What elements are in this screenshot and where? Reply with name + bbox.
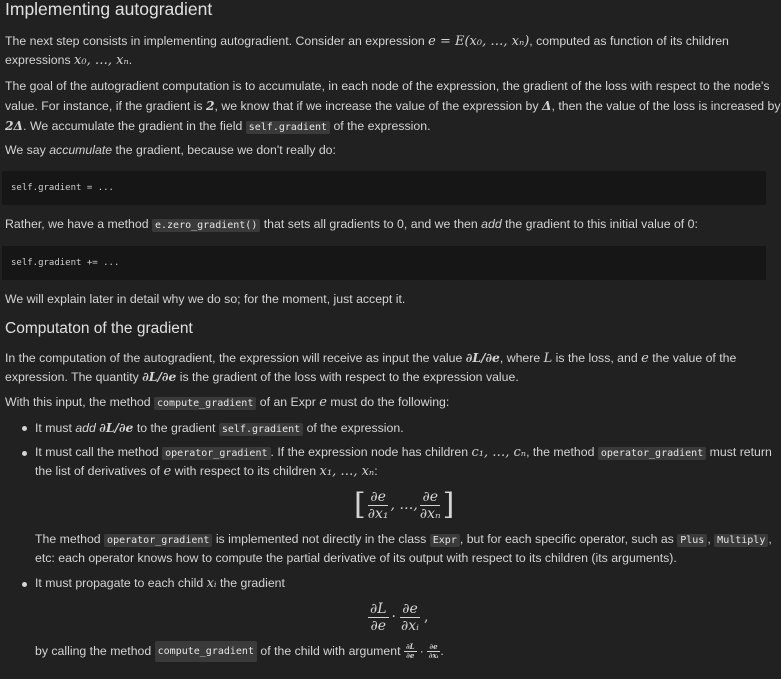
text: With this input, the method bbox=[5, 395, 151, 409]
text: expressions bbox=[5, 53, 71, 67]
math-e: e bbox=[319, 395, 327, 410]
denominator: ∂xₙ bbox=[419, 505, 441, 522]
math-2delta: 2Δ bbox=[5, 118, 24, 133]
inline-code: operator_gradient bbox=[104, 534, 212, 547]
bullet-marker bbox=[22, 582, 27, 587]
denominator: ∂e bbox=[406, 651, 415, 660]
paragraph-operator-class-line2: etc: each operator knows how to compute the partial derivative of its output with respect to its children (its arguments). bbox=[35, 551, 677, 565]
text: the gradient, because we don't really do: bbox=[115, 143, 336, 157]
math-e: e bbox=[641, 351, 649, 366]
separator: , …, bbox=[390, 497, 418, 513]
text: It must call the method bbox=[35, 445, 159, 459]
paragraph-accumulate bbox=[5, 141, 336, 160]
text: of the expression. bbox=[306, 421, 404, 435]
inline-code: Plus bbox=[677, 534, 707, 547]
math-dl-de: ∂L/∂e bbox=[99, 420, 134, 435]
inline-code: e.zero_gradient() bbox=[152, 219, 260, 232]
period: . bbox=[440, 644, 444, 658]
inline-code: compute_gradient bbox=[155, 641, 257, 662]
text: the gradient to this initial value of 0: bbox=[505, 217, 698, 231]
numerator: ∂e bbox=[429, 642, 438, 651]
paragraph-call-compute bbox=[35, 641, 444, 662]
paragraph-input-value bbox=[5, 348, 736, 368]
fraction-de-dx1 bbox=[366, 489, 391, 522]
text: The method bbox=[35, 532, 101, 546]
text: with respect to its children bbox=[174, 464, 317, 478]
text: the list of derivatives of bbox=[35, 464, 161, 478]
paragraph-operator-class bbox=[35, 530, 772, 550]
math-l: L bbox=[543, 351, 553, 366]
paragraph-goal-line3 bbox=[5, 116, 431, 137]
inline-code: compute_gradient bbox=[154, 397, 256, 410]
numerator: ∂e bbox=[422, 488, 438, 505]
emphasis: accumulate bbox=[49, 143, 113, 157]
denominator: ∂e bbox=[370, 617, 387, 634]
dot-operator: · bbox=[419, 644, 424, 658]
paragraph-goal-line2 bbox=[5, 96, 781, 116]
text: In the computation of the autogradient, the expression will receive as input the value bbox=[5, 351, 463, 365]
list-item-operator-gradient-line2 bbox=[35, 462, 378, 481]
bullet-marker bbox=[22, 426, 27, 431]
text: . bbox=[128, 53, 133, 67]
comma: , bbox=[423, 609, 429, 625]
right-bracket: ] bbox=[442, 487, 455, 522]
text: value. For instance, if the gradient is bbox=[5, 99, 203, 113]
code-block-accumulate: self.gradient += ... bbox=[2, 246, 766, 280]
math-children: c₁, …, cₙ bbox=[471, 445, 527, 460]
text: must return bbox=[709, 445, 772, 459]
text: . If the expression node has children bbox=[270, 445, 469, 459]
paragraph-input-value-line2 bbox=[5, 367, 519, 387]
math-children: x₁, …, xₙ bbox=[319, 464, 375, 479]
list-item-propagate bbox=[35, 574, 285, 593]
inline-code: Expr bbox=[430, 534, 460, 547]
text: is implemented not directly in the class bbox=[215, 532, 427, 546]
numerator: ∂e bbox=[402, 600, 418, 617]
inline-fraction-de-dxi bbox=[427, 642, 444, 660]
text: is the loss, and bbox=[555, 351, 638, 365]
paragraph-goal-line1: The goal of the autogradient computation is to accumulate, in each node of the expression, the gradient of the loss with respect to the node's bbox=[5, 79, 770, 93]
fraction-de-dxn bbox=[418, 489, 443, 522]
denominator: ∂x₁ bbox=[367, 505, 389, 522]
text: , we know that if we increase the value of the expression by bbox=[214, 99, 539, 113]
text: . We accumulate the gradient in the field bbox=[23, 119, 243, 133]
text: must do the following: bbox=[330, 395, 450, 409]
inline-fraction-dl-de bbox=[404, 643, 417, 660]
numerator: ∂L bbox=[405, 642, 415, 651]
paragraph-intro bbox=[5, 32, 729, 51]
denominator: ∂xᵢ bbox=[401, 617, 419, 634]
inline-code: self.gradient bbox=[246, 121, 330, 134]
text: , bbox=[707, 532, 711, 546]
inline-code: Multiply bbox=[714, 534, 768, 547]
text: It must bbox=[35, 421, 72, 435]
text: , then the value of the loss is increased by bbox=[551, 99, 781, 113]
math-value: 2 bbox=[205, 98, 215, 113]
code-block-assign: self.gradient = ... bbox=[2, 171, 766, 205]
chain-rule-product bbox=[368, 598, 428, 636]
page-title: Implementing autogradient bbox=[5, 0, 213, 19]
text: by calling the method bbox=[35, 644, 152, 658]
text: of an Expr bbox=[259, 395, 316, 409]
text: , but for each specific operator, such as bbox=[459, 532, 674, 546]
text: We say bbox=[5, 143, 46, 157]
text: to the gradient bbox=[136, 421, 216, 435]
dot-operator: · bbox=[391, 609, 396, 625]
text: of the child with argument bbox=[260, 644, 401, 658]
math-delta: Δ bbox=[541, 98, 552, 113]
inline-code: operator_gradient bbox=[162, 447, 270, 460]
text: It must propagate to each child bbox=[35, 576, 204, 590]
text: Rather, we have a method bbox=[5, 217, 149, 231]
text: The next step consists in implementing autogradient. Consider an expression bbox=[5, 34, 425, 48]
text: the gradient bbox=[219, 576, 285, 590]
numerator: ∂e bbox=[370, 488, 386, 505]
fraction-de-dxi bbox=[399, 601, 421, 634]
section-title: Computaton of the gradient bbox=[5, 320, 193, 337]
math-expression: e = E(x₀, …, xₙ) bbox=[428, 34, 530, 49]
fraction-dl-de bbox=[368, 601, 389, 634]
paragraph-must-do bbox=[5, 393, 449, 413]
text: is the gradient of the loss with respect to the expression value. bbox=[179, 370, 519, 384]
inline-code: self.gradient bbox=[219, 423, 303, 436]
text: , where bbox=[499, 351, 541, 365]
text: of the expression. bbox=[333, 119, 431, 133]
text: that sets all gradients to 0, and we then bbox=[263, 217, 478, 231]
math-dl-de: ∂L/∂e bbox=[142, 369, 177, 384]
list-item-operator-gradient bbox=[35, 443, 772, 463]
left-bracket: [ bbox=[354, 487, 366, 522]
numerator: ∂L bbox=[370, 600, 387, 617]
text: the value of the bbox=[652, 351, 737, 365]
paragraph-explain-later: We will explain later in detail why we do so; for the moment, just accept it. bbox=[5, 292, 406, 306]
math-dl-de: ∂L/∂e bbox=[465, 350, 500, 365]
emphasis: add bbox=[481, 217, 502, 231]
paragraph-intro-line2 bbox=[5, 51, 132, 70]
derivative-vector bbox=[354, 486, 454, 524]
text: , computed as function of its children bbox=[529, 34, 729, 48]
paragraph-zero-gradient bbox=[5, 215, 698, 235]
denominator: ∂xᵢ bbox=[428, 651, 439, 660]
inline-code: operator_gradient bbox=[598, 447, 706, 460]
emphasis: add bbox=[75, 421, 96, 435]
list-item-add-gradient bbox=[35, 418, 404, 439]
text: , the method bbox=[526, 445, 595, 459]
math-e: e bbox=[163, 464, 172, 479]
bullet-marker bbox=[22, 451, 27, 456]
text: , bbox=[768, 532, 772, 546]
math-children: x₀, …, xₙ bbox=[74, 53, 129, 68]
math-xi: xᵢ bbox=[206, 576, 217, 591]
text: expression. The quantity bbox=[5, 370, 139, 384]
text: : bbox=[374, 464, 378, 478]
